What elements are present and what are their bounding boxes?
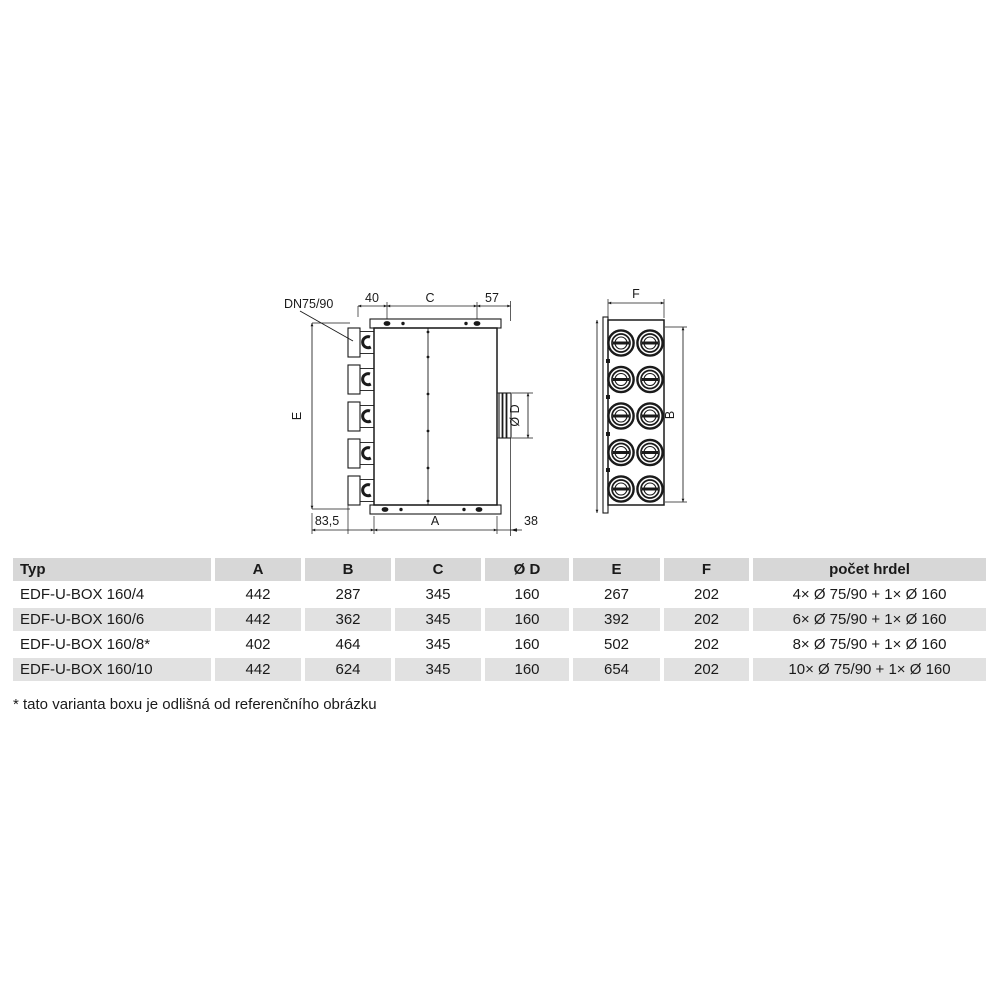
- col-header-e: E: [573, 558, 660, 581]
- table-cell: 202: [664, 658, 749, 681]
- table-cell: 10× Ø 75/90 + 1× Ø 160: [753, 658, 986, 681]
- dim-label-a: A: [430, 514, 440, 528]
- table-cell: 392: [573, 608, 660, 631]
- table-cell: 402: [215, 633, 301, 656]
- row-type-label: EDF-U-BOX 160/6: [13, 608, 211, 631]
- col-header-pocet-hrdel: počet hrdel: [753, 558, 986, 581]
- bottom-flange: [370, 505, 501, 514]
- table-cell: 202: [664, 633, 749, 656]
- footnote: * tato varianta boxu je odlišná od referenčního obrázku: [13, 696, 377, 713]
- dimension-e: [290, 323, 350, 509]
- dim-label-57: 57: [485, 291, 499, 305]
- table-cell: 287: [305, 583, 391, 606]
- row-type-label: EDF-U-BOX 160/10: [13, 658, 211, 681]
- col-header-a: A: [215, 558, 301, 581]
- table-cell: 160: [485, 583, 569, 606]
- col-header-c: C: [395, 558, 481, 581]
- table-cell: 464: [305, 633, 391, 656]
- dim-label-od: Ø D: [508, 404, 522, 427]
- dim-label-40: 40: [365, 291, 379, 305]
- top-flange: [370, 319, 501, 328]
- table-cell: 267: [573, 583, 660, 606]
- table-cell: 160: [485, 608, 569, 631]
- table-cell: 345: [395, 633, 481, 656]
- spec-table: [13, 558, 986, 681]
- table-cell: 345: [395, 583, 481, 606]
- side-view: [284, 291, 538, 536]
- table-cell: 202: [664, 583, 749, 606]
- dn-label: DN75/90: [284, 297, 334, 311]
- table-cell: 160: [485, 658, 569, 681]
- dim-label-c: C: [425, 291, 435, 305]
- front-view: [597, 287, 687, 513]
- table-cell: 654: [573, 658, 660, 681]
- row-type-label: EDF-U-BOX 160/8*: [13, 633, 211, 656]
- table-cell: 8× Ø 75/90 + 1× Ø 160: [753, 633, 986, 656]
- dn-connectors: [348, 328, 374, 505]
- col-header-od: Ø D: [485, 558, 569, 581]
- table-cell: 160: [485, 633, 569, 656]
- dn-leader-line: [300, 311, 353, 341]
- dim-label-e: E: [290, 411, 304, 421]
- dimension-f: [608, 287, 664, 318]
- table-cell: 362: [305, 608, 391, 631]
- dimension-drawing-svg: [270, 275, 770, 565]
- port-circles: [608, 330, 662, 501]
- table-cell: 345: [395, 608, 481, 631]
- table-cell: 442: [215, 583, 301, 606]
- dimension-b: [663, 327, 687, 502]
- table-cell: 442: [215, 658, 301, 681]
- internal-divider: [427, 328, 430, 505]
- col-header-f: F: [664, 558, 749, 581]
- table-cell: 6× Ø 75/90 + 1× Ø 160: [753, 608, 986, 631]
- table-cell: 624: [305, 658, 391, 681]
- technical-drawing: [270, 275, 770, 565]
- col-header-typ: Typ: [13, 558, 211, 581]
- col-header-b: B: [305, 558, 391, 581]
- dimension-top: [358, 291, 511, 321]
- dimension-od: [508, 393, 533, 438]
- table-cell: 502: [573, 633, 660, 656]
- box-body: [374, 328, 497, 505]
- dim-label-f: F: [632, 287, 640, 301]
- dim-label-38: 38: [524, 514, 538, 528]
- table-cell: 345: [395, 658, 481, 681]
- dim-label-835: 83,5: [314, 514, 340, 528]
- dim-label-b: B: [663, 410, 677, 420]
- table-cell: 4× Ø 75/90 + 1× Ø 160: [753, 583, 986, 606]
- table-cell: 202: [664, 608, 749, 631]
- table-cell: 442: [215, 608, 301, 631]
- row-type-label: EDF-U-BOX 160/4: [13, 583, 211, 606]
- dimension-bottom: [312, 505, 538, 534]
